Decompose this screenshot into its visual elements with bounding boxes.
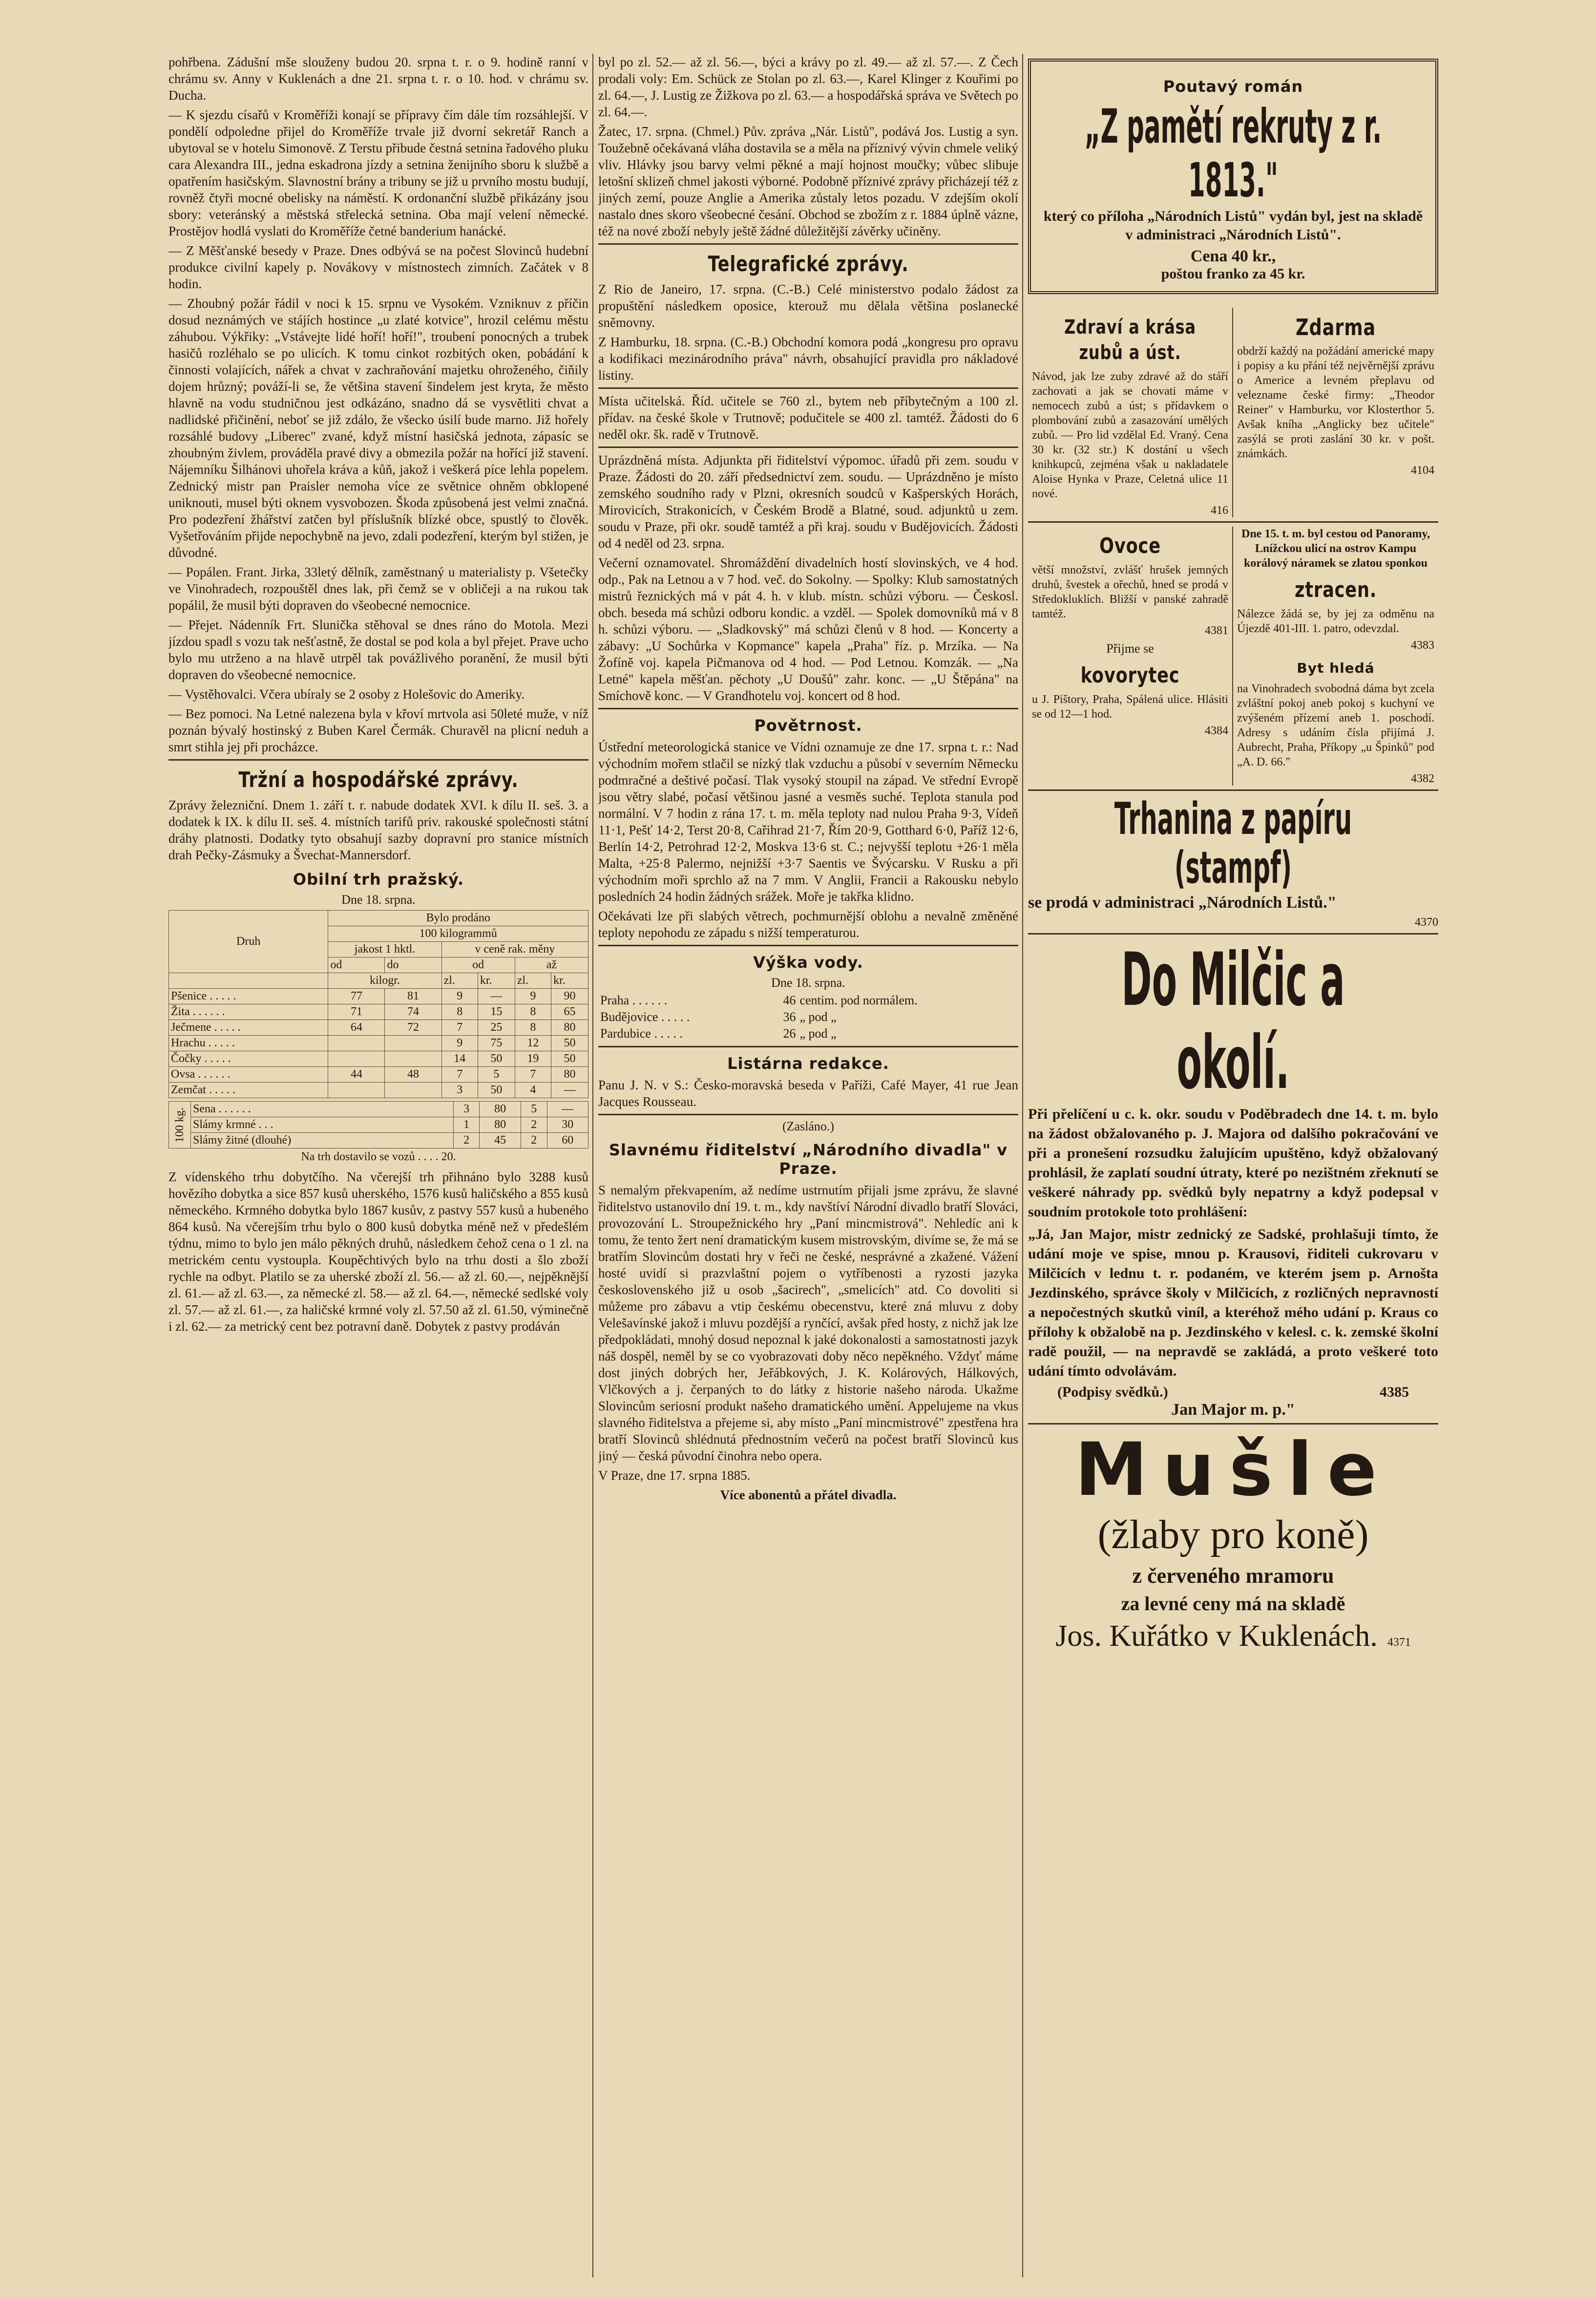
divider (598, 708, 1018, 709)
article-text: Z vídenského trhu dobytčího. Na včerejší trh přihnáno bylo 3288 kusů hovězího dobytka a sice 857 kusů uherského, 1576 kusů haličského a 855 kusů německého. Krmného dobytka bylo 1867 kusův, z pastvy 557 kusů a hubeného 864 kusů. Na včerejším trhu bylo o 800 kusů dobytka méně než v předešlém týdnu, mimo to bylo jen málo pěkných druhů, následkem čehož cena o 1 zl. na metrickém centu vystoupla. Koupěchtivých bylo na trhu dosti a šlo zboží rychle na odbyt. Platilo se za uherské zboží zl. 56.— až zl. 60.—, nejpěknější zl. 61.— až zl. 63.—, za německé zl. 58.— až zl. 64.—, německé sedlské voly zl. 57.— až zl. 61.—, za haličské krmné voly zl. 57.50 až zl. 61.50, výminečně i zl. 62.— za metrický cent bez potravní daně. Dobytek z pastvy prodáván (168, 1170, 588, 1334)
article-text: Uprázdněná místa. Adjunkta při řiditelství výpomoc. úřadů při zem. soudu v Praze. Žádosti do 20. září předsednictví zem. soudu. — Uprázdněno je místo zemského soudního rady v Plzni, okresních soudců v Kašperských Horách, Mirovicích, Strakonicích, v Českém Brodě a Blatné, soud. adjunktů u zem. soudu v Praze, při okr. soudě tamtéž a při kraj. soudu v Budějovicích. Žádosti od 4 neděl od 23. srpna. (598, 453, 1018, 551)
table-cell: 15 (478, 1004, 515, 1020)
table-cell: 14 (441, 1051, 478, 1067)
table-cell: 8 (515, 1020, 551, 1036)
table-cell: 77 (328, 989, 385, 1004)
table-cell: — (551, 1083, 588, 1098)
table-cell: Hrachu . . . . . (169, 1036, 328, 1051)
divider (598, 1046, 1018, 1047)
water-table (598, 992, 1018, 1042)
table-row (169, 1117, 588, 1133)
table-title: Obilní trh pražský. (293, 870, 464, 889)
table-cell: 7 (441, 1020, 478, 1036)
table-cell: 9 (515, 989, 551, 1004)
ad-big-title: Trhanina z papíru (stampf) (1114, 793, 1352, 893)
table-cell: 8 (515, 1004, 551, 1020)
ad-title: Byt hledá (1297, 660, 1375, 676)
table-cell: 90 (551, 989, 588, 1004)
article-text: Očekávati lze při slabých větrech, pochmurnější oblohu a nevalně změněné teploty nepohodu ze západu s nižší temperaturou. (598, 909, 1018, 940)
divider (168, 759, 588, 761)
ad-number: 416 (1211, 504, 1228, 517)
table-cell: 5 (478, 1067, 515, 1083)
table-cell: Sena . . . . . . (191, 1102, 454, 1117)
table-cell: 9 (441, 1036, 478, 1051)
water-row (598, 992, 1018, 1009)
table-cell: 81 (385, 989, 441, 1004)
table-cell: 2 (453, 1133, 480, 1148)
ad-title: Poutavý román (1163, 77, 1303, 96)
table-header: od (441, 957, 515, 973)
article-text: Místa učitelská. Říd. učitele se 760 zl., bytem neb příbytečným a 100 zl. přídav. na české škole v Trutnově; podučitele se 400 zl. tamtéž. Žádosti do 6 neděl okr. šk. radě v Trutnově. (598, 394, 1018, 442)
ad-price: Cena 40 kr., (1190, 247, 1276, 265)
table-cell: 1 (453, 1117, 480, 1133)
table-cell: 19 (515, 1051, 551, 1067)
ad-mushle (1028, 1425, 1438, 1658)
table-header: zl. (441, 973, 478, 989)
table-header: Bylo prodáno (328, 911, 588, 926)
ad-number: 4371 (1387, 1636, 1411, 1649)
ad-subtitle: (žlaby pro koně) (1097, 1512, 1369, 1557)
water-cell: Praha . . . . . . (600, 993, 668, 1007)
ad-text: na Vinohradech svobodná dáma byt zcela zvláštní pokoj aneb pokoj s kuchyní ve zvýšeném přízemí aneb 1. poschodí. Adresy s udáním čísla přijímá J. Aubrecht, Praha, Příkopy „u Špinků" pod „A. D. 66." (1237, 682, 1434, 768)
divider (598, 447, 1018, 448)
table-header: zl. (515, 973, 551, 989)
ad-sign: Jos. Kuřátko v Kuklenách. (1055, 1619, 1378, 1653)
table-cell: 2 (521, 1133, 547, 1148)
article-text: byl po zl. 52.— až zl. 56.—, býci a krávy po zl. 49.— až zl. 57.—. Z Čech prodali voly: Em. Schück ze Stolan po zl. 63.—, Karel Klinger z Kouřimi po zl. 64.—, J. Lustig ze Žižkova po zl. 63.— a hospodářská správa ve Světech po zl. 64.—. (598, 55, 1018, 119)
article-text: V Praze, dne 17. srpna 1885. (598, 1468, 751, 1483)
section-heading: Povětrnost. (754, 716, 862, 735)
table-cell: Žita . . . . . . (169, 1004, 328, 1020)
table-cell: 12 (515, 1036, 551, 1051)
table-cell: 3 (441, 1083, 478, 1098)
ad-text: který co příloha „Národních Listů" vydán byl, jest na skladě v administraci „Národních Listů". (1043, 208, 1423, 243)
signature: Více abonentů a přátel divadla. (720, 1488, 897, 1502)
table-footer: Na trh dostavilo se vozů . . . . 20. (301, 1150, 456, 1163)
table-cell (328, 1083, 385, 1098)
ad-pre: Přijme se (1106, 641, 1154, 656)
table-date: Dne 18. srpna. (341, 893, 416, 907)
table-cell: 80 (480, 1102, 521, 1117)
table-cell (328, 1051, 385, 1067)
novel-ad (1028, 59, 1438, 294)
article-text: — K sjezdu císařů v Kroměříži konají se přípravy čím dále tím rozsáhlejší. V pondělí odpoledne přijel do Kroměříže trvale již dvorní sekretář Ranch a ubytoval se v hotelu Simonově. Z Terstu přibude čestná setnina řadového pluku cara Alexandra III., jedna eskadrona jízdy a setnina ženijního sboru k službě a opatřením hasičským. Slavnostní brány a tribuny se již u prvního mostu budují, rovněž čtyři mocné obelisky na náměstí. K ordonanční službě přikázány jsou sbory: veteránský a městská střelecká setnina. Oba mají velení německé. Prostějov hodlá vyslati do Kroměříže četné banderium hanácké. (168, 107, 588, 238)
divider (598, 1114, 1018, 1115)
table-cell: Zemčat . . . . . (169, 1083, 328, 1098)
ad-title: kovorytec (1080, 663, 1180, 688)
table-cell: Pšenice . . . . . (169, 989, 328, 1004)
ad-fruit (1028, 527, 1233, 786)
section-heading: Telegrafické zprávy. (708, 252, 909, 276)
article-text: — Bez pomoci. Na Letné nalezena byla v křoví mrtvola asi 50leté muže, v níž poznán bývalý hostinský z Buben Karel Čermák. Churavěl na plicní neduh a smrt stihla jej při procházce. (168, 706, 588, 754)
table-cell: 71 (328, 1004, 385, 1020)
ad-text: Návod, jak lze zuby zdravé až do stáří zachovati a jak se chovati máme v nemocech zubů a úst; s přídavkem o plombování zubů a zasazování umělých zubů. — Pro lid vzdělal Ed. Vraný. Cena 30 kr. (32 str.) K dostání u všech knihkupců, zejména však u nakladatele Aloise Hynka v Praze, Celetná ulice 11 nové. (1032, 370, 1228, 500)
table-cell: 80 (551, 1067, 588, 1083)
table-header: v ceně rak. měny (441, 942, 588, 957)
article-text: — Zhoubný požár řádil v noci k 15. srpnu ve Vysokém. Vzniknuv z příčin dosud neznámých ve stájích hostince „u zlaté kotvice", hrozil celému městu záhubou. Výkřiky: „Vstávejte lidé hoří! hoří!", troubení ponocných a trubek hasičů rozléhalo se po ulicích. K tomu cinkot rozbitých oken, pobádání k činnosti volajících, nářek a chvat v zachraňování majetku ohroženého, čiňily dojem hrůzný; pováží-li se, že většina stavení šindelem jest kryta, že město hlavně na vodu studničnou jest odkázáno, snadno dá se vysvětliti chvat a nadlidské přičinění, neboť se již zdálo, že všecko úsilí bude marno. Již hořely rozsáhlé budovy „Liberec" zvané, když místní hasičská jednota, zápasíc se zhoubným živlem, prováděla pravé divy a obmezila požár na hořící již stavení. Nájemníku Šilhánovi uhořela kráva a kůň, jakož i veškerá píce lehla popelem. Zednický mistr pan Praisler nemoha více ze světnice ohněm obklopené uniknouti, musel býti oknem vysvobozen. Škoda způsobená jest velmi značná. Pro podezření žhářství zatčen byl příslušník blízké obce, spustlý to člověk. Vyšetřováním přijde nepochybně na jevo, zdali podezření, kterým byl stižen, je důvodné. (168, 296, 588, 560)
table-header: kr. (551, 973, 588, 989)
ad-signature-row (1028, 1619, 1438, 1654)
table-header: od (328, 957, 385, 973)
ad-sign: Jan Major m. p." (1171, 1401, 1295, 1419)
water-cell: 36 (783, 1010, 796, 1024)
table-cell: 7 (515, 1067, 551, 1083)
table-cell: 25 (478, 1020, 515, 1036)
divider (598, 945, 1018, 946)
article-text: Zprávy železniční. Dnem 1. září t. r. nabude dodatek XVI. k dílu II. seš. 3. a dodatek k IX. k dílu II. seš. 4. místních tarifů priv. rakouské společnosti státní dráhy platnosti. Dodatky tyto obsahují sazby dopravní pro stanice místních drah Pečky-Zásmuky a Švechat-Mannersdorf. (168, 798, 588, 862)
ad-number: 4370 (1415, 916, 1438, 929)
table-row (169, 1083, 588, 1098)
ad-row (1028, 304, 1438, 523)
water-cell: Pardubice . . . . . (600, 1026, 683, 1041)
ad-teeth (1028, 308, 1233, 517)
table-cell (328, 1036, 385, 1051)
column-2 (598, 54, 1018, 2277)
article-text: — Popálen. Frant. Jirka, 33letý dělník, zaměstnaný u materialisty p. Všetečky ve Vinohradech, rozpouštěl dnes lak, při čemž se v obličeji a na rukou tak popálil, že musil býti dopraven do všeobecné nemocnice. (168, 565, 588, 613)
table-header: 100 kilogrammů (328, 926, 588, 942)
table-cell: — (547, 1102, 588, 1117)
table-cell: 48 (385, 1067, 441, 1083)
water-cell: 26 (783, 1026, 796, 1041)
column-divider (592, 54, 593, 2277)
table-cell (385, 1083, 441, 1098)
ad-number: 4381 (1205, 624, 1228, 637)
hay-table (168, 1101, 588, 1148)
ad-quote: „Já, Jan Major, mistr zednický ze Sadské, prohlašuji tímto, že udání moje ve spise, mnou p. Krausovi, řiditeli cukrovaru v Milčicích v lednu t. r. podaném, ve kterém jsem p. Arnošta Jezdinského, správce školy v Milčicích, z rozličných nepravností a nepočestných skutků viníl, a kteréhož mého udání p. Kraus co přílohy k obžalobě na p. Jezdinského v kelesl. c. k. zemské školní radě použil, — na nepravdě se zakládá, a proto veškeré toto udání tímto odvolávám. (1028, 1226, 1438, 1379)
ad-number: 4383 (1411, 639, 1434, 652)
table-header: jakost 1 hktl. (328, 942, 441, 957)
table-cell: 60 (547, 1133, 588, 1148)
ad-postage: poštou franko za 45 kr. (1161, 266, 1305, 282)
ad-number: 4382 (1411, 772, 1434, 785)
table-row (169, 1051, 588, 1067)
table-cell: 45 (480, 1133, 521, 1148)
table-row (169, 989, 588, 1004)
table-cell: 2 (521, 1117, 547, 1133)
table-cell: 80 (480, 1117, 521, 1133)
article-text: Z Rio de Janeiro, 17. srpna. (C.-B.) Celé ministerstvo podalo žádost za propuštění následkem oposice, kterouž mu dělala většina poslanecké sněmovny. (598, 282, 1018, 330)
column-divider (1022, 54, 1023, 2277)
table-cell: 44 (328, 1067, 385, 1083)
table-cell: Ovsa . . . . . . (169, 1067, 328, 1083)
table-cell: — (478, 989, 515, 1004)
table-cell: 5 (521, 1102, 547, 1117)
article-text: — Z Měšťanské besedy v Praze. Dnes odbývá se na počest Slovinců hudební produkce civilní kapely p. Novákovy v místnostech zimních. Začátek v 8 hodin. (168, 243, 588, 291)
section-heading: Tržní a hospodářské zprávy. (238, 767, 519, 792)
table-cell: 30 (547, 1117, 588, 1133)
ad-text: za levné ceny má na skladě (1121, 1593, 1345, 1615)
table-cell: 4 (515, 1083, 551, 1098)
table-cell: 8 (441, 1004, 478, 1020)
ad-signature-row (1028, 1384, 1438, 1401)
water-cell: „ pod „ (799, 1026, 837, 1041)
ad-text: Při přelíčení u c. k. okr. soudu v Poděbradech dne 14. t. m. bylo na žádost obžalovaného p. J. Majora od dalšího pokračování ve při a pronešení rozsudku žalujícím upuštěno, když obžalovaný prohlásil, že zaplatí soudní útraty, které po nezištném zřeknutí se veškeré náhrady pp. svědků byly nepatrny a když podepsal v soudním protokole toto prohlášení: (1028, 1106, 1438, 1220)
table-row (169, 1102, 588, 1117)
water-cell: 46 (783, 993, 796, 1007)
ad-text: Nálezce žádá se, by jej za odměnu na Újezdě 401-III. 1. patro, odevzdal. (1237, 608, 1434, 635)
section-heading: Listárna redakce. (727, 1054, 889, 1073)
ad-big-title: „Z pamětí rekruty z r. 1813." (1084, 99, 1382, 208)
table-row (169, 1133, 588, 1148)
table-cell: 50 (551, 1036, 588, 1051)
grain-market-table (168, 910, 588, 1098)
divider (598, 387, 1018, 389)
article-text: Večerní oznamovatel. Shromáždění divadelních hostí slovinských, ve 4 hod. odp., Pak na Letnou a v 7 hod. več. do Sokolny. — Spolky: Klub samostatných mistrů řeznických má v pát 4. h. v klub. místn. schůzi výboru. — Českosl. obch. beseda má schůzi odboru kondic. a vzděl. — Spolek domovníků má v 8 h. schůzi výboru. — „Sladkovský" má schůzi členů v 8 hod. — Koncerty a zábavy: „U Sochůrka v Kopmance" kapela „Praha" říz. p. Mrzíka. — Na Žofíně voj. kapela Pičmanova od 4 hod. — Pod Letnou. Komzák. — „Na Letné" kapela měšťan. pěchoty „U Doušů" zahr. konc. — „U Štěpána" na Smíchově konc. — V Grandhotelu voj. koncert od 8 hod. (598, 555, 1018, 703)
table-cell: 80 (551, 1020, 588, 1036)
ad-paper-scraps (1028, 791, 1438, 935)
ad-title: ztracen. (1295, 577, 1377, 602)
ad-free-maps (1233, 308, 1438, 517)
table-cell (385, 1051, 441, 1067)
table-header: kilogr. (328, 973, 441, 989)
water-cell: Budějovice . . . . . (600, 1010, 690, 1024)
article-text: Ústřední meteorologická stanice ve Vídni oznamuje ze dne 17. srpna t. r.: Nad východním mořem stlačil se nízký tlak vzduchu a působí v severním Německu podmračné a deštivé počasí. Tlak vysoký stoupil na západ. Ve střední Evropě jsou větry slabé, počasí většinou jasné a vesměs suché. Teplota stanula pod normální. V 7 hodin z rána 17. t. m. měla teploty nad nulou Praha 9·3, Vídeň 11·1, Pešť 14·2, Terst 20·8, Cařihrad 21·7, Řím 20·9, Gotthard 6·0, Paříž 12·6, Berlín 14·2, Petrohrad 12·2, Moskva 13·6 st. C.; nejvyšší teplotu +26·1 měla Malta, +25·8 Palermo, nejnižší +3·7 Saentis ve Švýcarsku. V Rusku a při východním moři sprchlo až na 7 mm. V Anglii, Francii a Rakousku nebylo posledních 24 hodin žádných srážek. Moře je takřka klidno. (598, 740, 1018, 904)
column-3 (1028, 54, 1438, 2277)
table-header: kr. (478, 973, 515, 989)
ad-title: Zdraví a krása zubů a úst. (1064, 316, 1196, 364)
table-side-label: 100 kg. (169, 1102, 191, 1148)
table-cell: 72 (385, 1020, 441, 1036)
ad-number: 4385 (1380, 1384, 1409, 1400)
ad-big-title: Do Milčic a okolí. (1121, 937, 1345, 1106)
article-text: Z Hamburku, 18. srpna. (C.-B.) Obchodní komora podá „kongresu pro opravu a kodifikaci mezinárodního práva" návrh, obsahující pravidla pro nákladové listiny. (598, 335, 1018, 383)
water-cell: „ pod „ (799, 1010, 837, 1024)
section-heading: Slavnému řiditelství „Národního divadla" v Praze. (609, 1141, 1008, 1178)
table-cell: Slámy žitné (dlouhé) (191, 1133, 454, 1148)
table-cell: 9 (441, 989, 478, 1004)
water-date: Dne 18. srpna. (771, 976, 845, 990)
table-cell: 50 (478, 1051, 515, 1067)
ad-title: Zdarma (1296, 314, 1376, 340)
table-row (169, 1067, 588, 1083)
water-cell: centim. pod normálem. (799, 993, 918, 1007)
table-cell: Slámy krmné . . . (191, 1117, 454, 1133)
section-heading: Výška vody. (753, 953, 863, 972)
table-cell: Čočky . . . . . (169, 1051, 328, 1067)
water-row (598, 1025, 1018, 1042)
ad-number: 4384 (1205, 724, 1228, 737)
water-row (598, 1009, 1018, 1025)
article-text: — Přejet. Nádenník Frt. Slunička stěhoval se dnes ráno do Motola. Mezi jízdou spadl s vozu tak nešťastně, že dostal se pod kola a byl přejet. Prave ucho bylo mu utrženo a na hlavě utrpěl tak povážlivého poranění, že musil býti dopraven do všeobecné nemocnice. (168, 617, 588, 682)
zaslano-label: (Zasláno.) (782, 1119, 835, 1133)
ad-lost-bracelet (1233, 527, 1438, 786)
ad-big-title: Mušle (1074, 1427, 1392, 1512)
article-text: S nemalým překvapením, až nedíme ustrnutím přijali jsme zprávu, že slavné řiditelstvo ustanovilo dní 19. t. m., kdy navštíví Národní divadlo bratří Slováci, provozování L. Stroupežnického hry „Paní mincmistrová". Nehledíc ani k tomu, že tento žert není dramatickým kusem mistrovským, divíme se, že má se bratřím Slovincům dostati hry v řeči ne české, nesprávné a zkažené. Vážení hosté uvidí si prazvlaštní pojem o vytříbenosti a ryzosti jazyka československého již u osob „šacirech", „smelicích" atd. Co dovoliti si můžeme pro zábavu a vtip českému obecenstvu, které zná mluvu z doby Velešavínské jakož i mluvu pozdější a rynčící, avšak před hosty, z nichž jak lze předpokládati, mnohý dosud nepoznal k jaké dokonalosti a samostatnosti jazyk náš dospěl, neměl by se co vyobrazovati doby něco nepěkného. Vždyť máme dost jiných dobrých her, Jeřábkových, J. K. Kolárových, Hálkových, Vlčkových a j. čerpaných to do látky z historie našeho národa. Ukažme Slovincům seriosní produkt našeho dramatického umění. Appelujeme na vkus slavného řiditelstva a přejeme si, aby místo „Paní mincmistrové" zpestřena hra bratří Slovinců shlédnutá přednostním večerů na počest bratří Slovinců kus jiný — česká původní činohra nebo opera. (598, 1183, 1018, 1463)
ad-text: větší množství, zvlášť hrušek jemných druhů, švestek a ořechů, hned se prodá v Středokluklích. Bližší v panské zahradě tamtéž. (1032, 564, 1228, 620)
table-row (169, 1020, 588, 1036)
article-text: pohřbena. Zádušní mše slouženy budou 20. srpna t. r. o 9. hodině ranní v chrámu sv. Anny v Kuklenách a dne 21. srpna t. r. o 10. hod. v chrámu sv. Ducha. (168, 55, 588, 103)
table-cell: 7 (441, 1067, 478, 1083)
ad-text: u J. Pištory, Praha, Spálená ulice. Hlásiti se od 12—1 hod. (1032, 693, 1228, 721)
table-cell: 3 (453, 1102, 480, 1117)
table-cell: 50 (478, 1083, 515, 1098)
table-cell: 64 (328, 1020, 385, 1036)
table-cell: 74 (385, 1004, 441, 1020)
table-row (169, 1036, 588, 1051)
table-header: do (385, 957, 441, 973)
article-text: Panu J. N. v S.: Česko-moravská beseda v Paříži, Café Mayer, 41 rue Jean Jacques Rousseau. (598, 1078, 1018, 1109)
ad-title: Ovoce (1099, 533, 1161, 558)
table-cell (385, 1036, 441, 1051)
table-cell: Ječmene . . . . . (169, 1020, 328, 1036)
ad-text: Dne 15. t. m. byl cestou od Panoramy, Lnížckou ulicí na ostrov Kampu korálový náramek se zlatou sponkou (1241, 528, 1430, 570)
table-row (169, 1004, 588, 1020)
ad-number: 4104 (1411, 464, 1434, 477)
ad-text: se prodá v administraci „Národních Listů." (1028, 893, 1337, 912)
ad-row (1028, 523, 1438, 791)
table-cell: 50 (551, 1051, 588, 1067)
table-cell: 75 (478, 1036, 515, 1051)
table-header: až (515, 957, 588, 973)
column-1 (168, 54, 588, 2277)
table-header: Druh (169, 911, 328, 973)
ad-text: z červeného mramoru (1132, 1564, 1334, 1588)
article-text: Žatec, 17. srpna. (Chmel.) Pův. zpráva „Nár. Listů", podává Jos. Lustig a syn. Toužebně očekávaná vláha dostavila se a měla na příznivý vývin chmele veliký vliv. Hlávky jsou barvy velmi pěkné a mají hojnost moučky; vůbec slibuje letošní sklizeň chmel jakosti výborné. Podobně příznivé zprávy přicházejí též z jiných zemí, pouze Anglie a Amerika zůstaly letos pozadu. V zdejším okolí nastalo dnes skoro všeobecné česání. Obchod se zbožím z r. 1884 úplně vázne, též na nové zboží nebyly ještě žádné důležitější závěrky učiněny. (598, 124, 1018, 238)
table-cell: 65 (551, 1004, 588, 1020)
ad-text: obdrží každý na požádání americké mapy i popisy a ku přání též nejvěrnější zprávu o Americe a levném přeplavu od velezname české firmy: „Theodor Reiner" v Hamburku, vor Klosterthor 5. Avšak kníha „Anglicky bez učitele" zasýlá se proti zaslání 30 kr. v pošt. známkách. (1237, 345, 1434, 460)
ad-milcice (1028, 935, 1438, 1425)
divider (598, 243, 1018, 245)
ad-sign: (Podpisy svědků.) (1057, 1384, 1168, 1400)
article-text: — Vystěhovalci. Včera ubíraly se 2 osoby z Holešovic do Ameriky. (168, 687, 525, 702)
